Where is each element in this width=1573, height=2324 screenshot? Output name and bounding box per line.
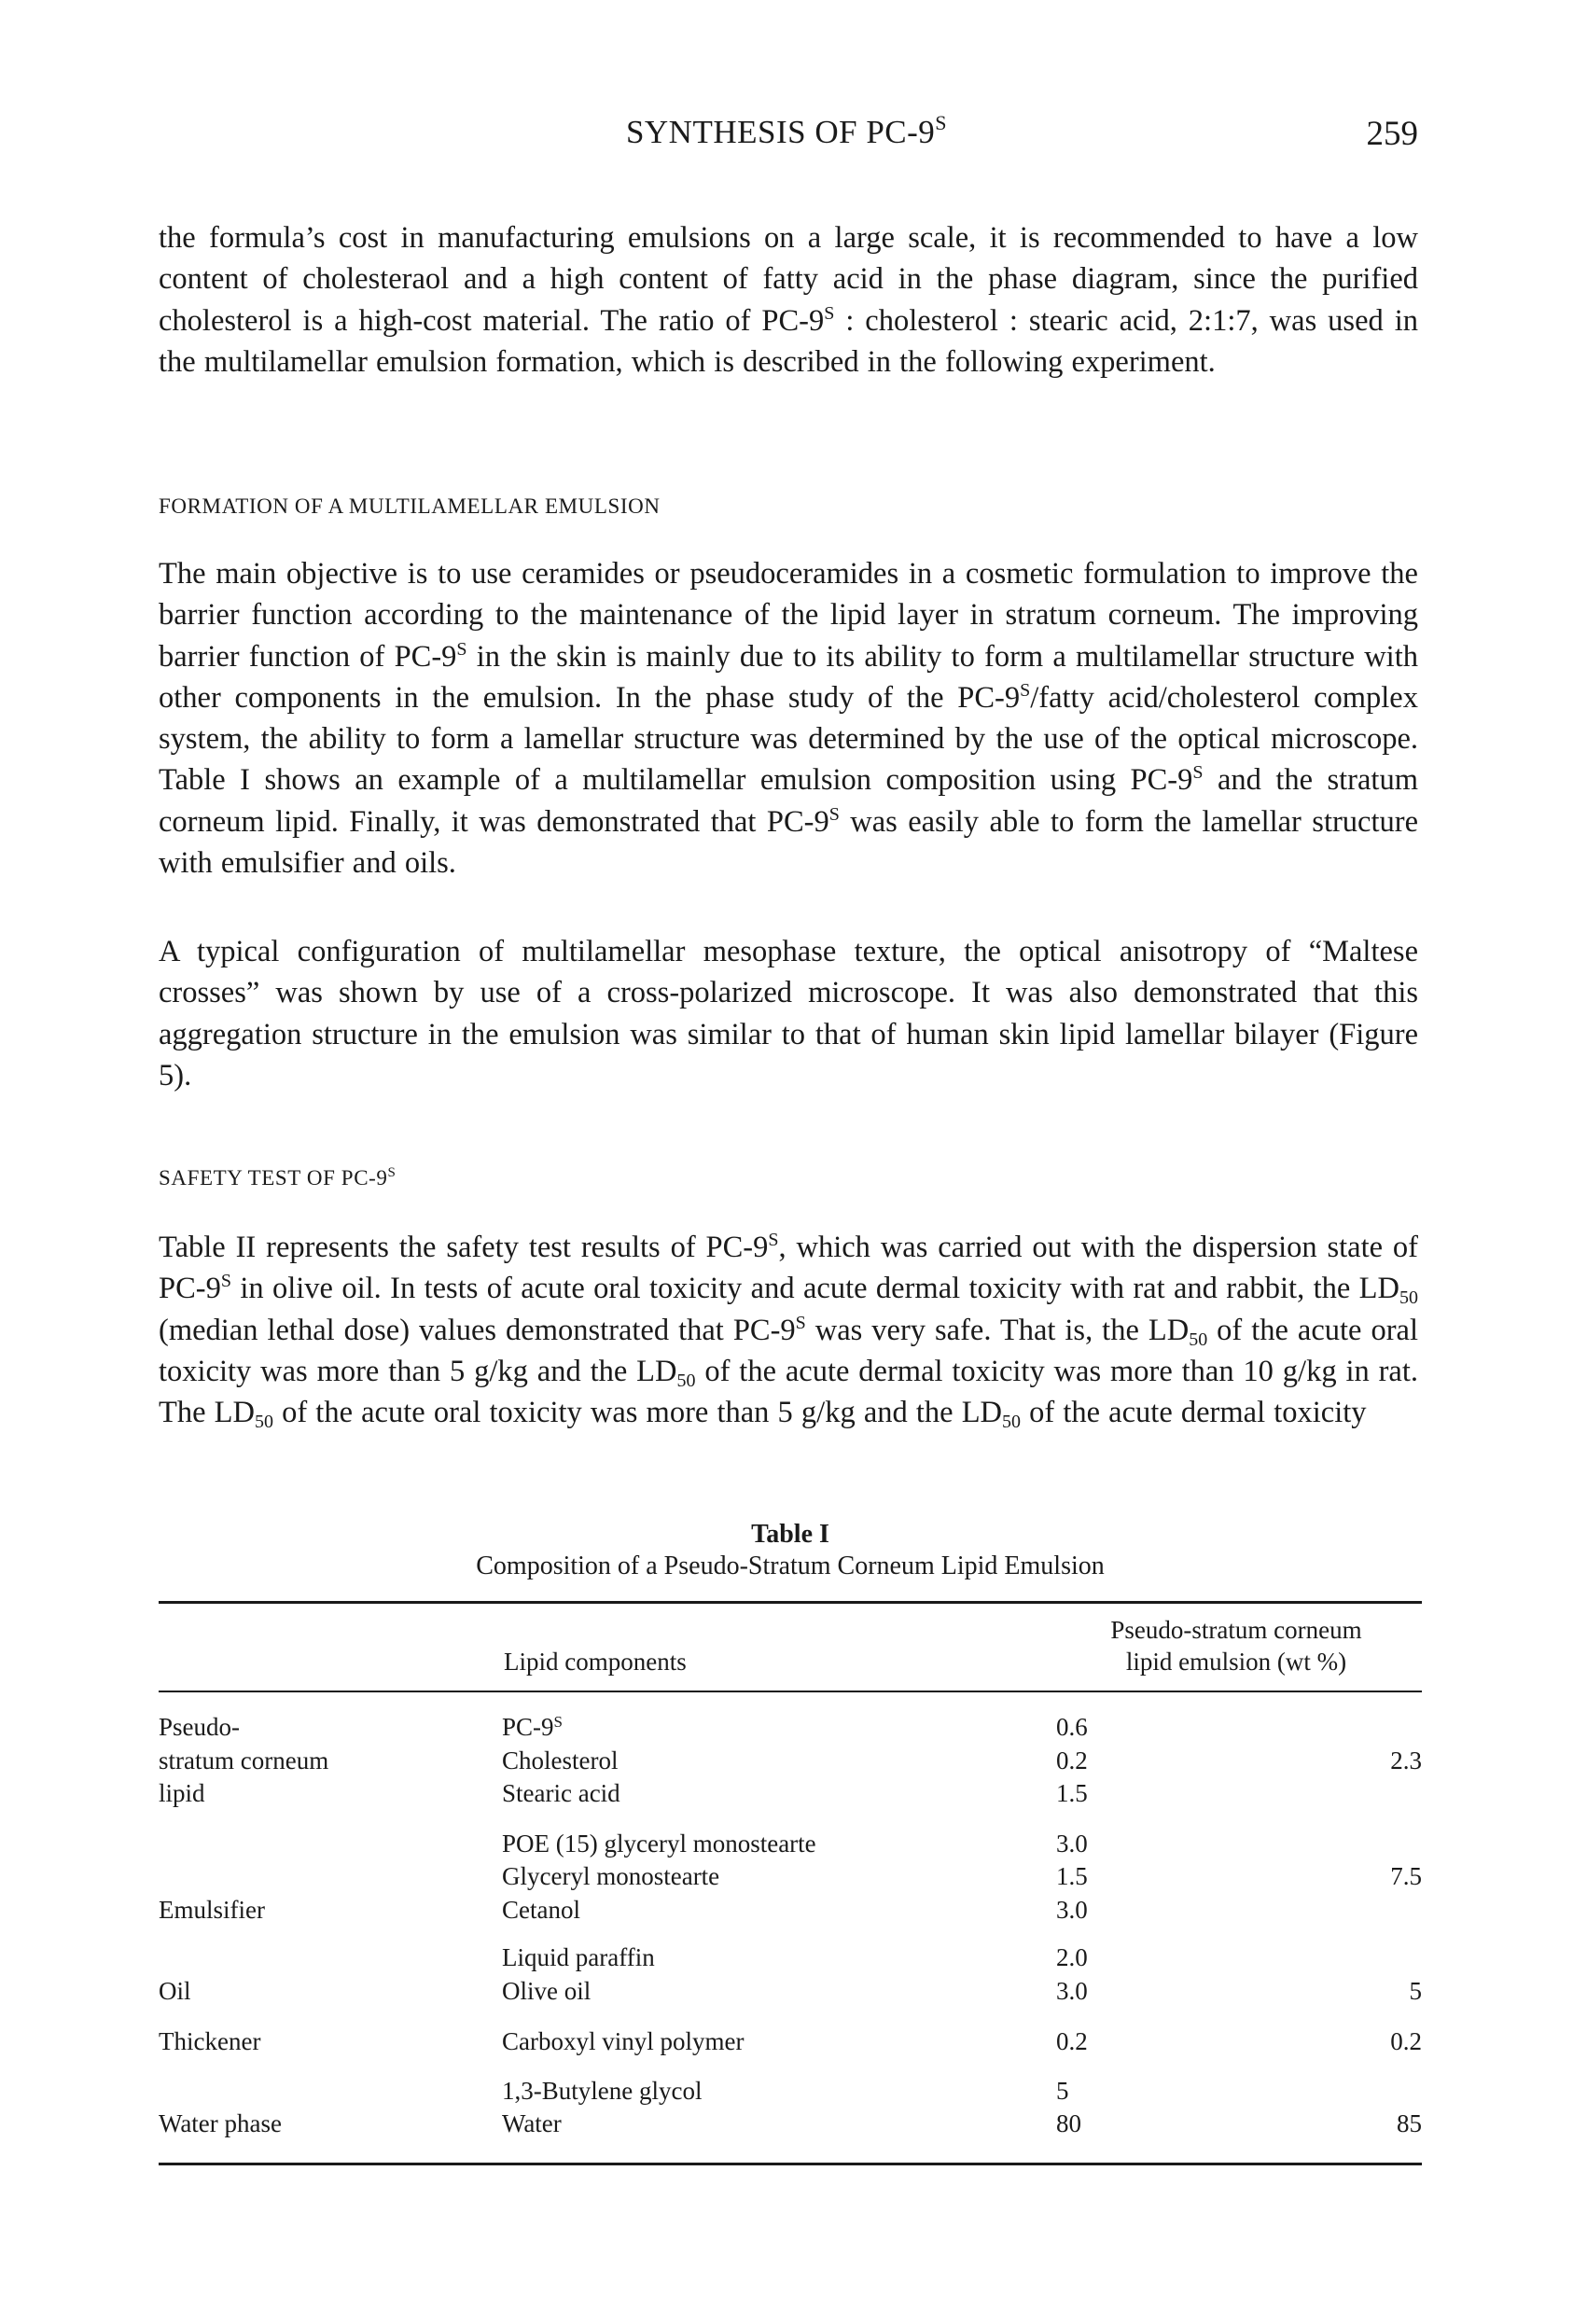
table-label: Table I — [751, 1520, 829, 1549]
paragraph-4: Table II represents the safety test results of $PC-9^S$, which was carried out with the dispersion state of $PC-9^S$ in olive oil. In tests of acute oral toxicity and acute dermal toxicity with rat and rabbit, the $LD_{50}$ (median lethal dose) values demonstrated that $PC-9^S$ was very safe. That is, the $LD_{50}$ of the acute oral toxicity was more than 5 g/kg and the $LD_{50}$ of the acute dermal toxicity was more than 10 g/kg in rat. The $LD_{50}$ of the acute oral toxicity was more than 5 g/kg and the $LD_{50}$ of the acute dermal toxicity — [159, 1230, 1418, 1433]
table-cell-group-total: 85 — [1397, 2109, 1422, 2137]
table-cell-value: 0.6 — [1056, 1713, 1088, 1741]
table-cell-component: Stearic acid — [502, 1779, 620, 1807]
table-cell-component: POE (15) glyceryl monostearte — [502, 1829, 816, 1858]
section-heading-formation: FORMATION OF A MULTILAMELLAR EMULSION — [159, 494, 661, 518]
table-cell-value: 1.5 — [1056, 1779, 1088, 1807]
table-cell-group-label: lipid — [159, 1779, 205, 1807]
table-title: Composition of a Pseudo-Stratum Corneum Lipid Emulsion — [476, 1552, 1105, 1580]
table-cell-component: Water — [502, 2109, 562, 2137]
table-cell-value: 1.5 — [1056, 1862, 1088, 1890]
table-cell-component: Carboxyl vinyl polymer — [502, 2027, 745, 2055]
table-cell-value: 80 — [1056, 2109, 1081, 2137]
paragraph-1: the formula’s cost in manufacturing emulsions on a large scale, it is recommended to have a low content of cholesteraol and a high content of fatty acid in the phase diagram, since the purified cholesterol is a high-cost material. The ratio of $PC-9^S$ : cholesterol : stearic acid, 2:1:7, was used in the multilamellar emulsion formation, which is described in the following experiment. — [159, 221, 1418, 379]
table-cell-component: Cholesterol — [502, 1746, 619, 1774]
table-cell-value: 0.2 — [1056, 2027, 1088, 2055]
table-cell-group-total: 2.3 — [1390, 1746, 1422, 1774]
table-cell-group-label: Thickener — [159, 2027, 261, 2055]
table-cell-group-label: Water phase — [159, 2109, 283, 2137]
paragraph-2: The main objective is to use ceramides or pseudoceramides in a cosmetic formulation to improve the barrier function according to the maintenance of the lipid layer in stratum corneum. The improving barrier function of $PC-9^S$ in the skin is mainly due to its ability to form a multilamellar structure with other components in the emulsion. In the phase study of the $PC-9^S$/fatty acid/cholesterol complex system, the ability to form a lamellar structure was determined by the use of the optical microscope. Table I shows an example of a multilamellar emulsion composition using $PC-9^S$ and the stratum corneum lipid. Finally, it was demonstrated that $PC-9^S$ was easily able to form the lamellar structure with emulsifier and oils. — [159, 557, 1418, 881]
paragraph-3: A typical configuration of multilamellar mesophase texture, the optical anisotropy of “Maltese crosses” was shown by use of a cross-polarized microscope. It was also demonstrated that this aggregation structure in the emulsion was similar to that of human skin lipid lamellar bilayer (Figure 5). — [159, 935, 1418, 1092]
table-cell-value: 3.0 — [1056, 1976, 1088, 2005]
table-bottom-rule — [159, 2163, 1422, 2165]
header-emulsion-wt: Pseudo-stratum corneum lipid emulsion (wt %) — [1110, 1616, 1362, 1676]
table-cell-group-label: Oil — [159, 1976, 191, 2005]
table-cell-group-label: stratum corneum — [159, 1746, 329, 1774]
table-cell-group-total: 0.2 — [1390, 2027, 1422, 2055]
page-number: 259 — [1366, 115, 1418, 153]
table-header-rule — [159, 1691, 1422, 1692]
header-lipid-components: Lipid components — [504, 1648, 687, 1676]
table-cell-component: 1,3-Butylene glycol — [502, 2076, 703, 2105]
table-cell-group-total: 7.5 — [1390, 1862, 1422, 1890]
running-head-title: SYNTHESIS OF $PC-9^S$ — [625, 111, 948, 150]
table-cell-component: Liquid paraffin — [502, 1943, 655, 1971]
table-cell-group-total: 5 — [1409, 1976, 1422, 2005]
table-cell-value: 2.0 — [1056, 1943, 1088, 1971]
table-cell-component: Olive oil — [502, 1976, 592, 2005]
section-heading-safety: SAFETY TEST OF $PC-9^S$ — [159, 1165, 397, 1190]
running-head — [0, 111, 1573, 160]
table-cell-component: Cetanol — [502, 1895, 580, 1924]
table-cell-value: 3.0 — [1056, 1895, 1088, 1924]
table-1 — [159, 1519, 1422, 2137]
table-cell-component: Glyceryl monostearte — [502, 1862, 720, 1890]
table-cell-value: 5 — [1056, 2076, 1069, 2105]
table-cell-group-label: Emulsifier — [159, 1895, 265, 1924]
table-caption — [159, 1519, 1422, 1582]
table-cell-component: $PC-9^S$ — [502, 1713, 563, 1741]
table-cell-value: 3.0 — [1056, 1829, 1088, 1858]
table-cell-group-label: Pseudo- — [159, 1713, 240, 1741]
table-top-rule — [159, 1601, 1422, 1604]
table-cell-value: 0.2 — [1056, 1746, 1088, 1774]
